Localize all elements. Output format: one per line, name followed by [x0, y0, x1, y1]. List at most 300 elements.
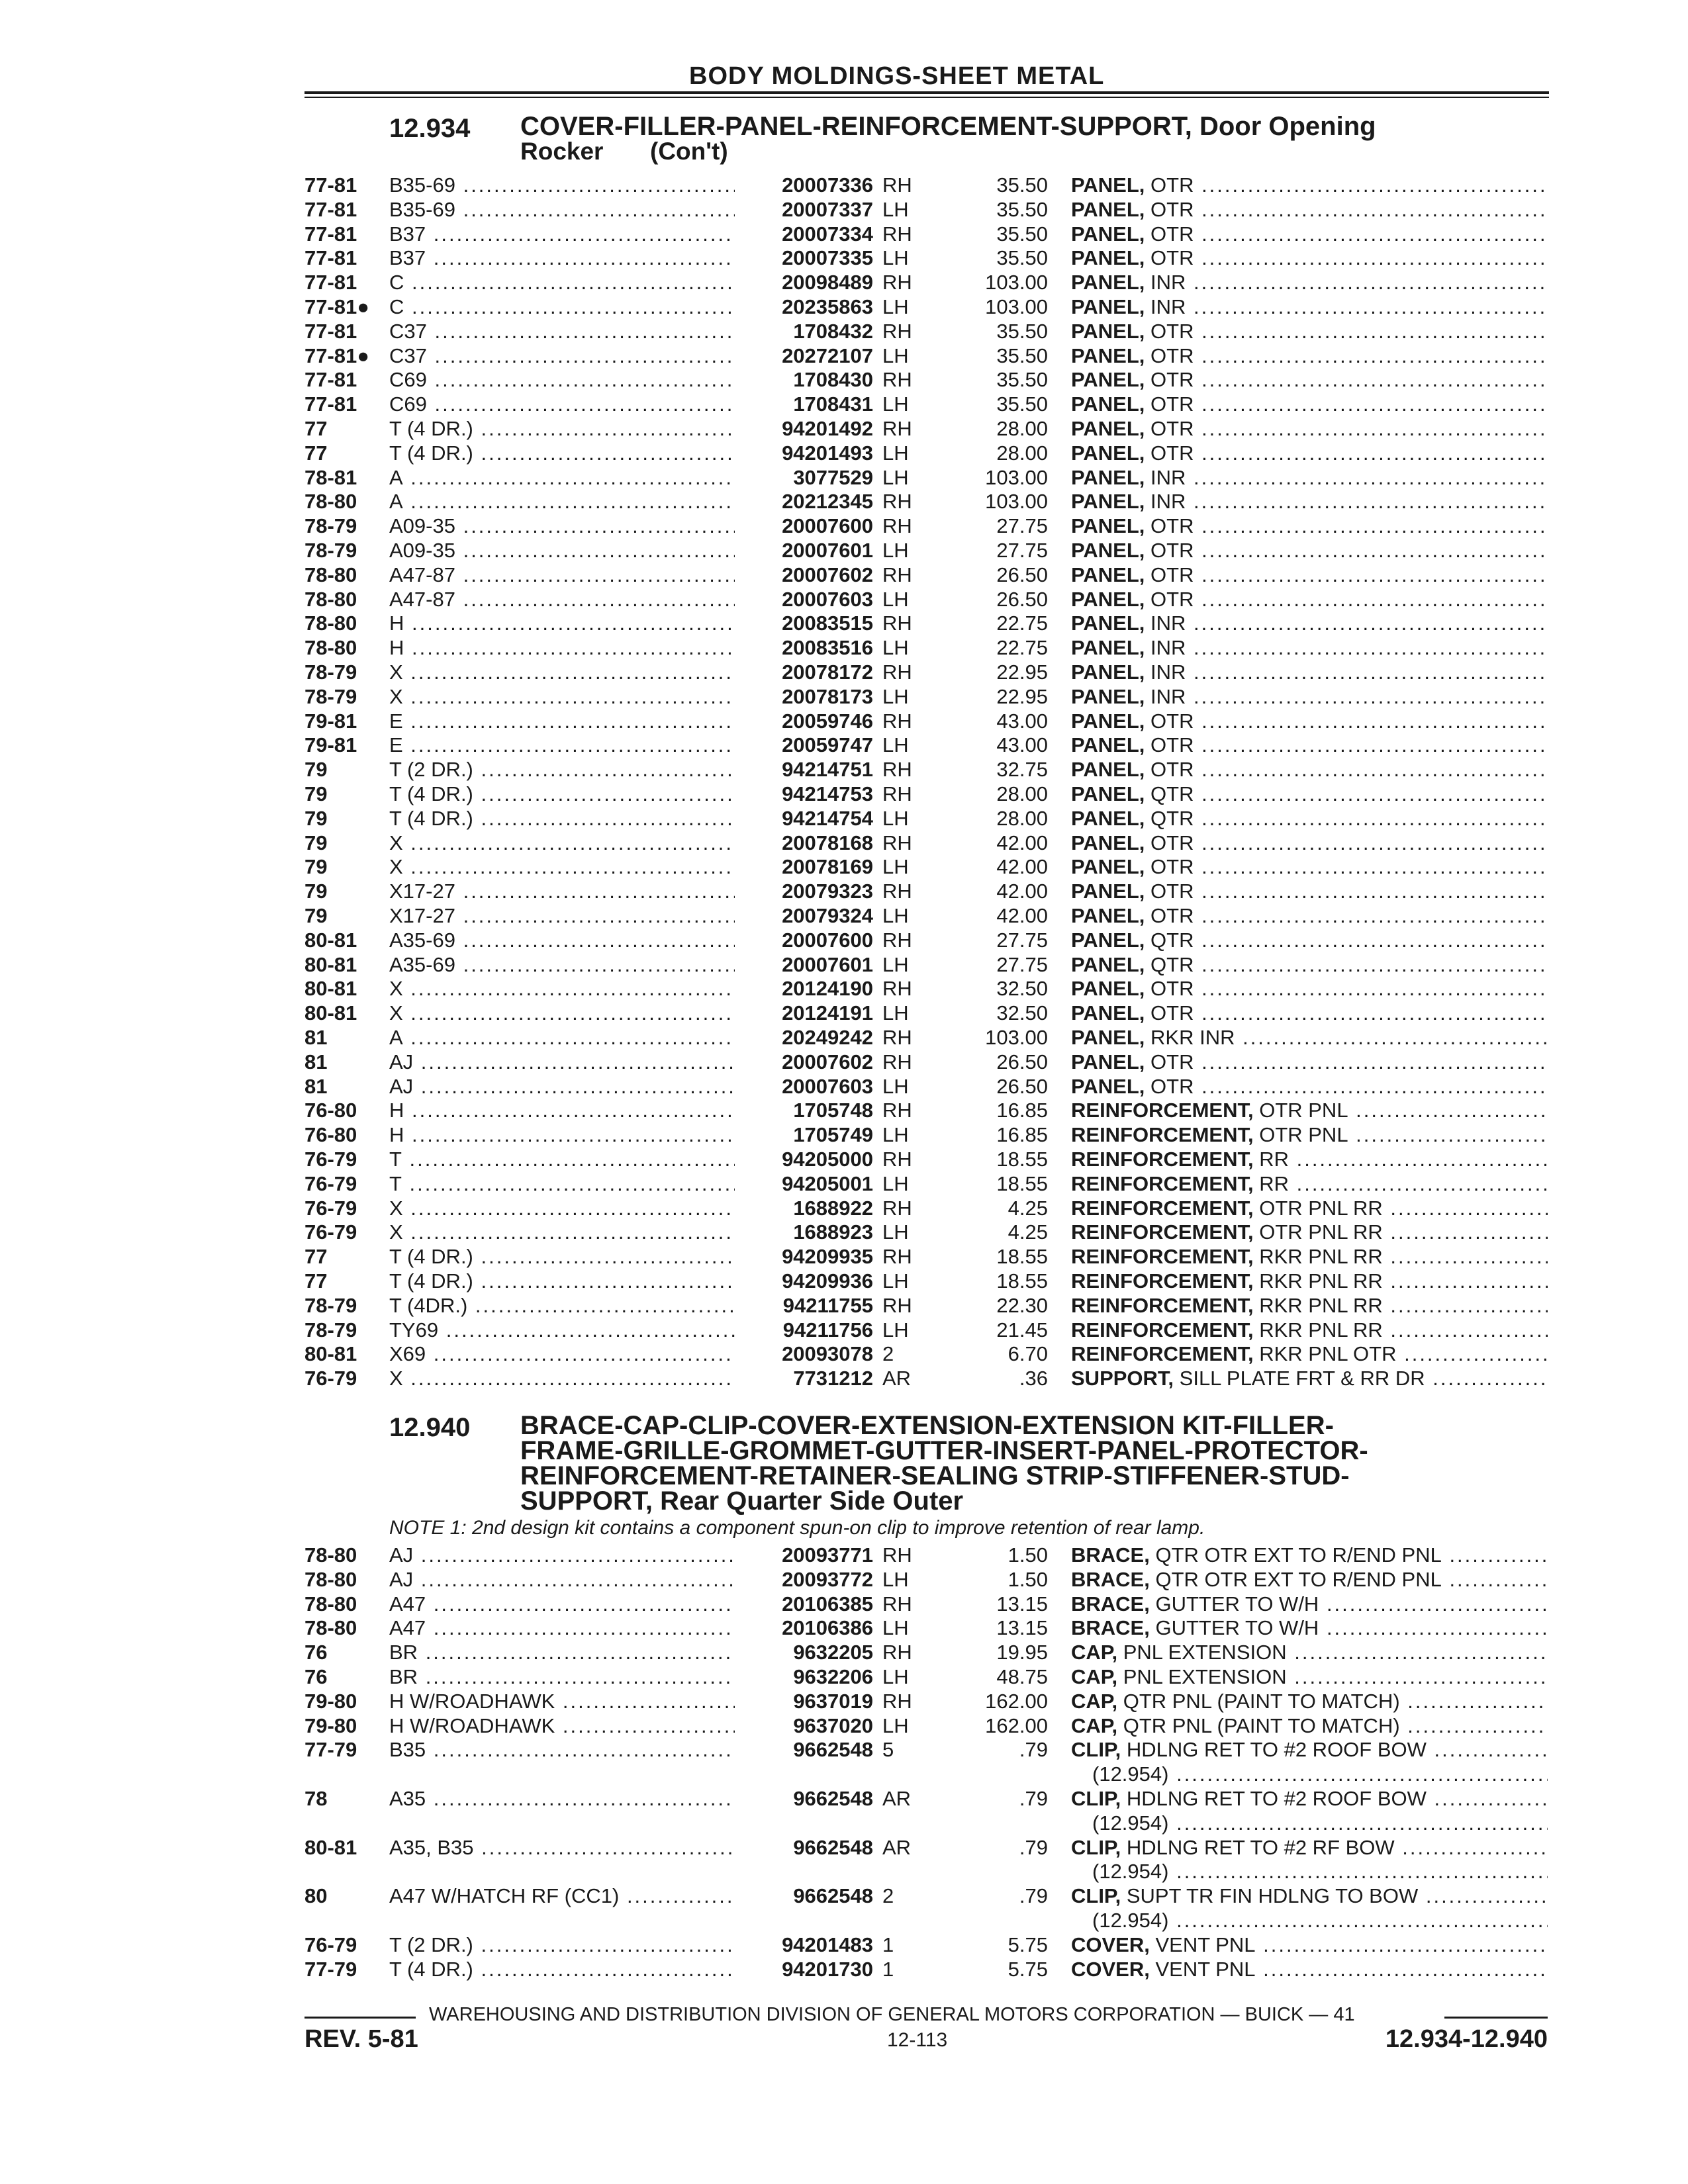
description-noun: PANEL,	[1071, 636, 1145, 660]
model-cell: T (4 DR.) .....	[389, 807, 747, 831]
part-number-cell: 9662548	[735, 1738, 873, 1762]
model-cell: BR .....	[389, 1641, 747, 1664]
year-cell: 77-81	[305, 246, 357, 270]
price-cell: 32.75	[996, 758, 1048, 782]
description-detail: VENT PNL	[1155, 1933, 1256, 1956]
description-cell	[1071, 709, 1548, 733]
price-cell: 103.00	[985, 1026, 1048, 1049]
description-cell	[1071, 1665, 1548, 1689]
description-cell	[1071, 1933, 1548, 1957]
year-cell: 76	[305, 1665, 328, 1688]
table-row	[0, 466, 1688, 490]
description-continuation: (12.954) .....	[1092, 1762, 1548, 1786]
page-number: 12-113	[887, 2029, 948, 2051]
description-noun: PANEL,	[1071, 222, 1145, 246]
description-detail: OTR	[1150, 319, 1194, 343]
model-cell: A .....	[389, 1026, 747, 1050]
price-cell: 16.85	[996, 1123, 1048, 1147]
description-cell	[1071, 1294, 1548, 1318]
part-number-cell: 20007337	[735, 198, 873, 222]
description-noun: CLIP,	[1071, 1835, 1121, 1859]
price-cell: 48.75	[996, 1665, 1048, 1688]
part-number-cell: 94201493	[735, 441, 873, 465]
description-noun: PANEL,	[1071, 173, 1145, 197]
model-cell: T (4 DR.) .....	[389, 782, 747, 806]
section-number: 12.934	[389, 114, 471, 143]
quantity-cell: AR	[882, 1367, 912, 1390]
description-cell	[1071, 417, 1548, 441]
model-cell: X .....	[389, 855, 747, 879]
description-detail: OTR	[1150, 563, 1194, 586]
part-number-cell: 20007601	[735, 953, 873, 977]
description-cell	[1071, 1543, 1548, 1567]
model-cell: T (4 DR.) .....	[389, 1245, 747, 1269]
quantity-cell: LH	[882, 1171, 909, 1195]
part-number-cell: 94214751	[735, 758, 873, 782]
page-header-title: BODY MOLDINGS-SHEET METAL	[689, 62, 1105, 90]
section-note: NOTE 1: 2nd design kit contains a component spun-on clip to improve retention of rear lamp.	[389, 1517, 1205, 1539]
description-detail: OTR PNL RR	[1259, 1196, 1383, 1220]
year-cell: 79-80	[305, 1689, 357, 1713]
part-number-cell: 94205000	[735, 1148, 873, 1171]
description-cell	[1071, 320, 1548, 343]
price-cell: 1.50	[1008, 1567, 1048, 1591]
quantity-cell: LH	[882, 1074, 909, 1098]
model-cell: B37 .....	[389, 246, 747, 270]
price-cell: 22.75	[996, 636, 1048, 660]
description-detail: HDLNG RET TO #2 ROOF BOW	[1126, 1738, 1427, 1762]
model-cell: A47 W/HATCH RF (CC1) .....	[389, 1884, 747, 1908]
table-row	[0, 807, 1688, 831]
quantity-cell: LH	[882, 1123, 909, 1147]
table-row	[0, 1123, 1688, 1148]
description-cell	[1071, 344, 1548, 368]
description-detail: INR	[1150, 636, 1186, 660]
description-cell	[1071, 514, 1548, 538]
part-number-cell: 20093772	[735, 1568, 873, 1592]
section-title-tail: Rocker	[520, 138, 604, 165]
quantity-cell: LH	[882, 1269, 909, 1293]
price-cell: 32.50	[996, 977, 1048, 1001]
part-number-cell: 20007603	[735, 588, 873, 612]
description-detail: OTR	[1150, 441, 1194, 465]
description-cell	[1071, 1958, 1548, 1981]
model-cell: A35-69 .....	[389, 929, 747, 952]
part-number-cell: 94214754	[735, 807, 873, 831]
part-number-cell: 1688923	[735, 1220, 873, 1244]
description-cell	[1071, 612, 1548, 635]
table-row	[0, 368, 1688, 392]
description-cell	[1071, 1123, 1548, 1147]
model-cell: H W/ROADHAWK .....	[389, 1690, 747, 1713]
year-cell: 78	[305, 1787, 328, 1810]
year-cell: 78-79	[305, 660, 357, 684]
description-detail: OTR	[1150, 1050, 1194, 1073]
description-noun: PANEL,	[1071, 490, 1145, 514]
model-cell: A35, B35 .....	[389, 1836, 747, 1860]
table-row	[0, 246, 1688, 271]
part-number-cell: 20078172	[735, 660, 873, 684]
year-cell: 76-79	[305, 1933, 357, 1956]
year-cell: 77-81	[305, 319, 357, 343]
description-noun: PANEL,	[1071, 1050, 1145, 1073]
year-cell: 78-80	[305, 1567, 357, 1591]
quantity-cell: LH	[882, 465, 909, 489]
description-detail: PNL EXTENSION	[1123, 1665, 1287, 1688]
description-cell	[1071, 1269, 1548, 1293]
table-row	[0, 1543, 1688, 1568]
table-row	[0, 417, 1688, 441]
quantity-cell: RH	[882, 1641, 912, 1664]
table-row	[0, 1075, 1688, 1099]
description-cell	[1071, 904, 1548, 928]
price-cell: 28.00	[996, 782, 1048, 805]
part-number-cell: 20212345	[735, 490, 873, 514]
part-number-cell: 94214753	[735, 782, 873, 806]
model-cell: X .....	[389, 1001, 747, 1025]
part-number-cell: 20093771	[735, 1543, 873, 1567]
year-cell: 78-80	[305, 1543, 357, 1567]
description-noun: REINFORCEMENT,	[1071, 1171, 1254, 1195]
table-row	[0, 514, 1688, 539]
description-noun: PANEL,	[1071, 563, 1145, 586]
description-cell	[1071, 198, 1548, 222]
year-cell: 76-80	[305, 1099, 357, 1122]
description-cell	[1071, 929, 1548, 952]
year-cell: 77	[305, 1245, 328, 1269]
price-cell: 26.50	[996, 587, 1048, 611]
year-cell: 81	[305, 1050, 328, 1073]
description-cell	[1071, 1342, 1548, 1366]
quantity-cell: RH	[882, 758, 912, 782]
description-noun: PANEL,	[1071, 514, 1145, 538]
part-number-cell: 94201730	[735, 1958, 873, 1981]
table-row	[0, 539, 1688, 563]
price-cell: 13.15	[996, 1592, 1048, 1615]
description-detail: QTR	[1150, 806, 1194, 830]
year-cell: 80-81	[305, 977, 357, 1001]
description-detail: QTR PNL (PAINT TO MATCH)	[1123, 1689, 1400, 1713]
description-detail: INR	[1150, 490, 1186, 514]
description-noun: REINFORCEMENT,	[1071, 1342, 1254, 1366]
model-cell: AJ .....	[389, 1050, 747, 1074]
table-row	[0, 1367, 1688, 1391]
description-cell	[1071, 782, 1548, 806]
year-cell: 78-79	[305, 514, 357, 538]
year-cell: 80-81	[305, 1835, 357, 1859]
description-cell	[1071, 636, 1548, 660]
model-cell: B35-69 .....	[389, 198, 747, 222]
description-noun: CLIP,	[1071, 1884, 1121, 1908]
description-cell	[1071, 173, 1548, 197]
description-detail: SILL PLATE FRT & RR DR	[1179, 1367, 1425, 1390]
description-cell	[1071, 1367, 1548, 1390]
table-row	[0, 1001, 1688, 1026]
description-cell	[1071, 807, 1548, 831]
description-detail: OTR PNL	[1259, 1123, 1348, 1147]
description-noun: CAP,	[1071, 1713, 1118, 1737]
table-row	[0, 1884, 1688, 1909]
model-cell: AJ .....	[389, 1075, 747, 1099]
description-noun: REINFORCEMENT,	[1071, 1099, 1254, 1122]
price-cell: 21.45	[996, 1318, 1048, 1342]
quantity-cell: 1	[882, 1957, 894, 1981]
price-cell: 42.00	[996, 880, 1048, 903]
quantity-cell: LH	[882, 1567, 909, 1591]
part-number-cell: 94211756	[735, 1318, 873, 1342]
table-row	[0, 660, 1688, 685]
description-cell	[1071, 1714, 1548, 1738]
description-detail: OTR	[1150, 197, 1194, 221]
year-cell: 76-79	[305, 1148, 357, 1171]
price-cell: 27.75	[996, 539, 1048, 562]
table-row	[0, 612, 1688, 636]
description-cell	[1071, 1172, 1548, 1196]
description-noun: PANEL,	[1071, 246, 1145, 270]
table-row	[0, 1933, 1688, 1958]
description-noun: PANEL,	[1071, 271, 1145, 295]
description-detail: OTR	[1150, 1001, 1194, 1025]
description-cell	[1071, 1001, 1548, 1025]
part-number-cell: 9662548	[735, 1787, 873, 1811]
section-title	[520, 114, 1513, 164]
year-cell: 79-81	[305, 709, 357, 733]
section-title-line: COVER-FILLER-PANEL-REINFORCEMENT-SUPPORT, Door Opening	[520, 112, 1376, 141]
part-number-cell: 1708432	[735, 320, 873, 343]
table-row	[0, 1342, 1688, 1367]
price-cell: 22.95	[996, 684, 1048, 708]
description-detail: HDLNG RET TO #2 ROOF BOW	[1126, 1787, 1427, 1810]
description-noun: PANEL,	[1071, 587, 1145, 611]
part-number-cell: 20007602	[735, 1050, 873, 1074]
description-cell	[1071, 466, 1548, 490]
price-cell: 19.95	[996, 1641, 1048, 1664]
table-row	[0, 1099, 1688, 1123]
price-cell: 28.00	[996, 417, 1048, 440]
model-cell: H .....	[389, 636, 747, 660]
table-row	[0, 1714, 1688, 1739]
description-cell	[1071, 246, 1548, 270]
quantity-cell: LH	[882, 539, 909, 562]
description-detail: OTR	[1150, 1074, 1194, 1098]
price-cell: 35.50	[996, 343, 1048, 367]
part-number-cell: 1708430	[735, 368, 873, 392]
year-cell: 80-81	[305, 1001, 357, 1025]
year-cell: 81	[305, 1074, 328, 1098]
description-continuation: (12.954) .....	[1092, 1860, 1548, 1884]
part-number-cell: 20093078	[735, 1342, 873, 1366]
table-row	[0, 1294, 1688, 1318]
description-cell	[1071, 1616, 1548, 1640]
table-row	[0, 295, 1688, 320]
table-row	[0, 563, 1688, 588]
model-cell: A09-35 .....	[389, 514, 747, 538]
model-cell: C69 .....	[389, 392, 747, 416]
description-cell	[1071, 831, 1548, 855]
quantity-cell: LH	[882, 392, 909, 416]
description-noun: REINFORCEMENT,	[1071, 1318, 1254, 1342]
quantity-cell: LH	[882, 441, 909, 465]
description-noun: REINFORCEMENT,	[1071, 1293, 1254, 1317]
table-row	[0, 344, 1688, 369]
model-cell: T .....	[389, 1148, 747, 1171]
year-cell: 76-79	[305, 1171, 357, 1195]
price-cell: 35.50	[996, 246, 1048, 270]
model-cell: T (4DR.) .....	[389, 1294, 747, 1318]
model-cell: X .....	[389, 1367, 747, 1390]
part-number-cell: 20007600	[735, 929, 873, 952]
quantity-cell: RH	[882, 173, 912, 197]
price-cell: 42.00	[996, 904, 1048, 927]
table-row	[0, 1197, 1688, 1221]
price-cell: 16.85	[996, 1099, 1048, 1122]
quantity-cell: RH	[882, 1050, 912, 1073]
description-noun: SUPPORT,	[1071, 1367, 1174, 1390]
year-cell: 77-81	[305, 197, 357, 221]
header-rule-thin	[305, 97, 1549, 98]
year-cell: 78-80	[305, 490, 357, 514]
quantity-cell: RH	[882, 782, 912, 805]
description-detail: OTR	[1150, 343, 1194, 367]
year-cell: 77-81	[305, 368, 357, 392]
quantity-cell: LH	[882, 295, 909, 318]
quantity-cell: RH	[882, 1245, 912, 1269]
price-cell: 35.50	[996, 197, 1048, 221]
description-noun: PANEL,	[1071, 417, 1145, 440]
description-noun: PANEL,	[1071, 758, 1145, 782]
description-detail: QTR OTR EXT TO R/END PNL	[1155, 1567, 1442, 1591]
description-detail: OTR PNL RR	[1259, 1220, 1383, 1244]
section-title-line: FRAME-GRILLE-GROMMET-GUTTER-INSERT-PANEL-PROTECTOR-	[520, 1436, 1368, 1465]
description-detail: OTR	[1150, 855, 1194, 879]
model-cell: E .....	[389, 733, 747, 757]
table-row	[0, 758, 1688, 782]
part-number-cell: 9632206	[735, 1665, 873, 1689]
description-cell	[1071, 1075, 1548, 1099]
description-detail: INR	[1150, 271, 1186, 295]
table-row	[0, 1568, 1688, 1592]
price-cell: 18.55	[996, 1171, 1048, 1195]
price-cell: 22.30	[996, 1293, 1048, 1317]
part-number-cell: 20106385	[735, 1592, 873, 1616]
description-noun: BRACE,	[1071, 1567, 1150, 1591]
price-cell: 13.15	[996, 1616, 1048, 1640]
year-cell: 78-81	[305, 465, 357, 489]
description-detail: HDLNG RET TO #2 RF BOW	[1126, 1835, 1395, 1859]
table-row	[0, 1050, 1688, 1075]
quantity-cell: RH	[882, 319, 912, 343]
description-detail: OTR	[1150, 417, 1194, 440]
year-cell: 77-81	[305, 271, 357, 295]
description-detail: VENT PNL	[1155, 1957, 1256, 1981]
description-noun: PANEL,	[1071, 977, 1145, 1001]
description-noun: PANEL,	[1071, 684, 1145, 708]
description-detail: INR	[1150, 295, 1186, 318]
description-cell	[1071, 977, 1548, 1001]
year-cell: 78-79	[305, 539, 357, 562]
description-noun: PANEL,	[1071, 952, 1145, 976]
part-number-cell: 20079323	[735, 880, 873, 903]
price-cell: 103.00	[985, 465, 1048, 489]
price-cell: 103.00	[985, 295, 1048, 318]
description-noun: PANEL,	[1071, 806, 1145, 830]
description-noun: PANEL,	[1071, 1074, 1145, 1098]
quantity-cell: RH	[882, 1026, 912, 1049]
description-noun: PANEL,	[1071, 660, 1145, 684]
description-cell	[1071, 1148, 1548, 1171]
description-cell	[1071, 1318, 1548, 1342]
year-cell: 80-81	[305, 952, 357, 976]
table-row	[0, 1641, 1688, 1665]
description-noun: PANEL,	[1071, 612, 1145, 635]
part-number-cell: 20083516	[735, 636, 873, 660]
table-row-continuation	[0, 1860, 1688, 1884]
quantity-cell: AR	[882, 1787, 912, 1810]
description-noun: REINFORCEMENT,	[1071, 1123, 1254, 1147]
model-cell: H W/ROADHAWK .....	[389, 1714, 747, 1738]
description-noun: PANEL,	[1071, 319, 1145, 343]
part-number-cell: 94211755	[735, 1294, 873, 1318]
model-cell: B37 .....	[389, 222, 747, 246]
quantity-cell: LH	[882, 587, 909, 611]
model-cell: X17-27 .....	[389, 904, 747, 928]
model-cell: T (4 DR.) .....	[389, 1958, 747, 1981]
description-noun: PANEL,	[1071, 855, 1145, 879]
part-number-cell: 20124191	[735, 1001, 873, 1025]
price-cell: 28.00	[996, 806, 1048, 830]
table-row	[0, 855, 1688, 880]
section-title-line	[520, 139, 1513, 164]
price-cell: .36	[1019, 1367, 1048, 1390]
year-cell: 79	[305, 831, 328, 854]
description-cell	[1071, 1592, 1548, 1616]
description-noun: REINFORCEMENT,	[1071, 1269, 1254, 1293]
year-cell: 79	[305, 880, 328, 903]
year-cell: 78-80	[305, 1592, 357, 1615]
price-cell: 27.75	[996, 952, 1048, 976]
description-detail: OTR	[1150, 831, 1194, 854]
description-noun: PANEL,	[1071, 295, 1145, 318]
quantity-cell: RH	[882, 1148, 912, 1171]
quantity-cell: 2	[882, 1342, 894, 1366]
section-range: 12.934-12.940	[1385, 2025, 1548, 2053]
part-number-cell: 20078169	[735, 855, 873, 879]
description-cell	[1071, 1050, 1548, 1074]
quantity-cell: LH	[882, 1220, 909, 1244]
description-cell	[1071, 1568, 1548, 1592]
table-row	[0, 977, 1688, 1001]
description-noun: PANEL,	[1071, 928, 1145, 952]
table-row	[0, 1738, 1688, 1762]
description-cell	[1071, 758, 1548, 782]
price-cell: 103.00	[985, 271, 1048, 295]
year-cell: 80-81	[305, 1342, 357, 1366]
description-noun: PANEL,	[1071, 880, 1145, 903]
description-continuation: (12.954) .....	[1092, 1811, 1548, 1835]
part-number-cell: 20078168	[735, 831, 873, 855]
description-noun: PANEL,	[1071, 465, 1145, 489]
table-row-continuation	[0, 1909, 1688, 1933]
description-detail: QTR	[1150, 782, 1194, 805]
description-detail: RKR PNL RR	[1259, 1269, 1383, 1293]
description-cell	[1071, 1197, 1548, 1220]
model-cell: A35-69 .....	[389, 953, 747, 977]
description-cell	[1071, 733, 1548, 757]
price-cell: 43.00	[996, 709, 1048, 733]
year-cell: 77	[305, 441, 328, 465]
table-row	[0, 1665, 1688, 1690]
price-cell: 22.75	[996, 612, 1048, 635]
